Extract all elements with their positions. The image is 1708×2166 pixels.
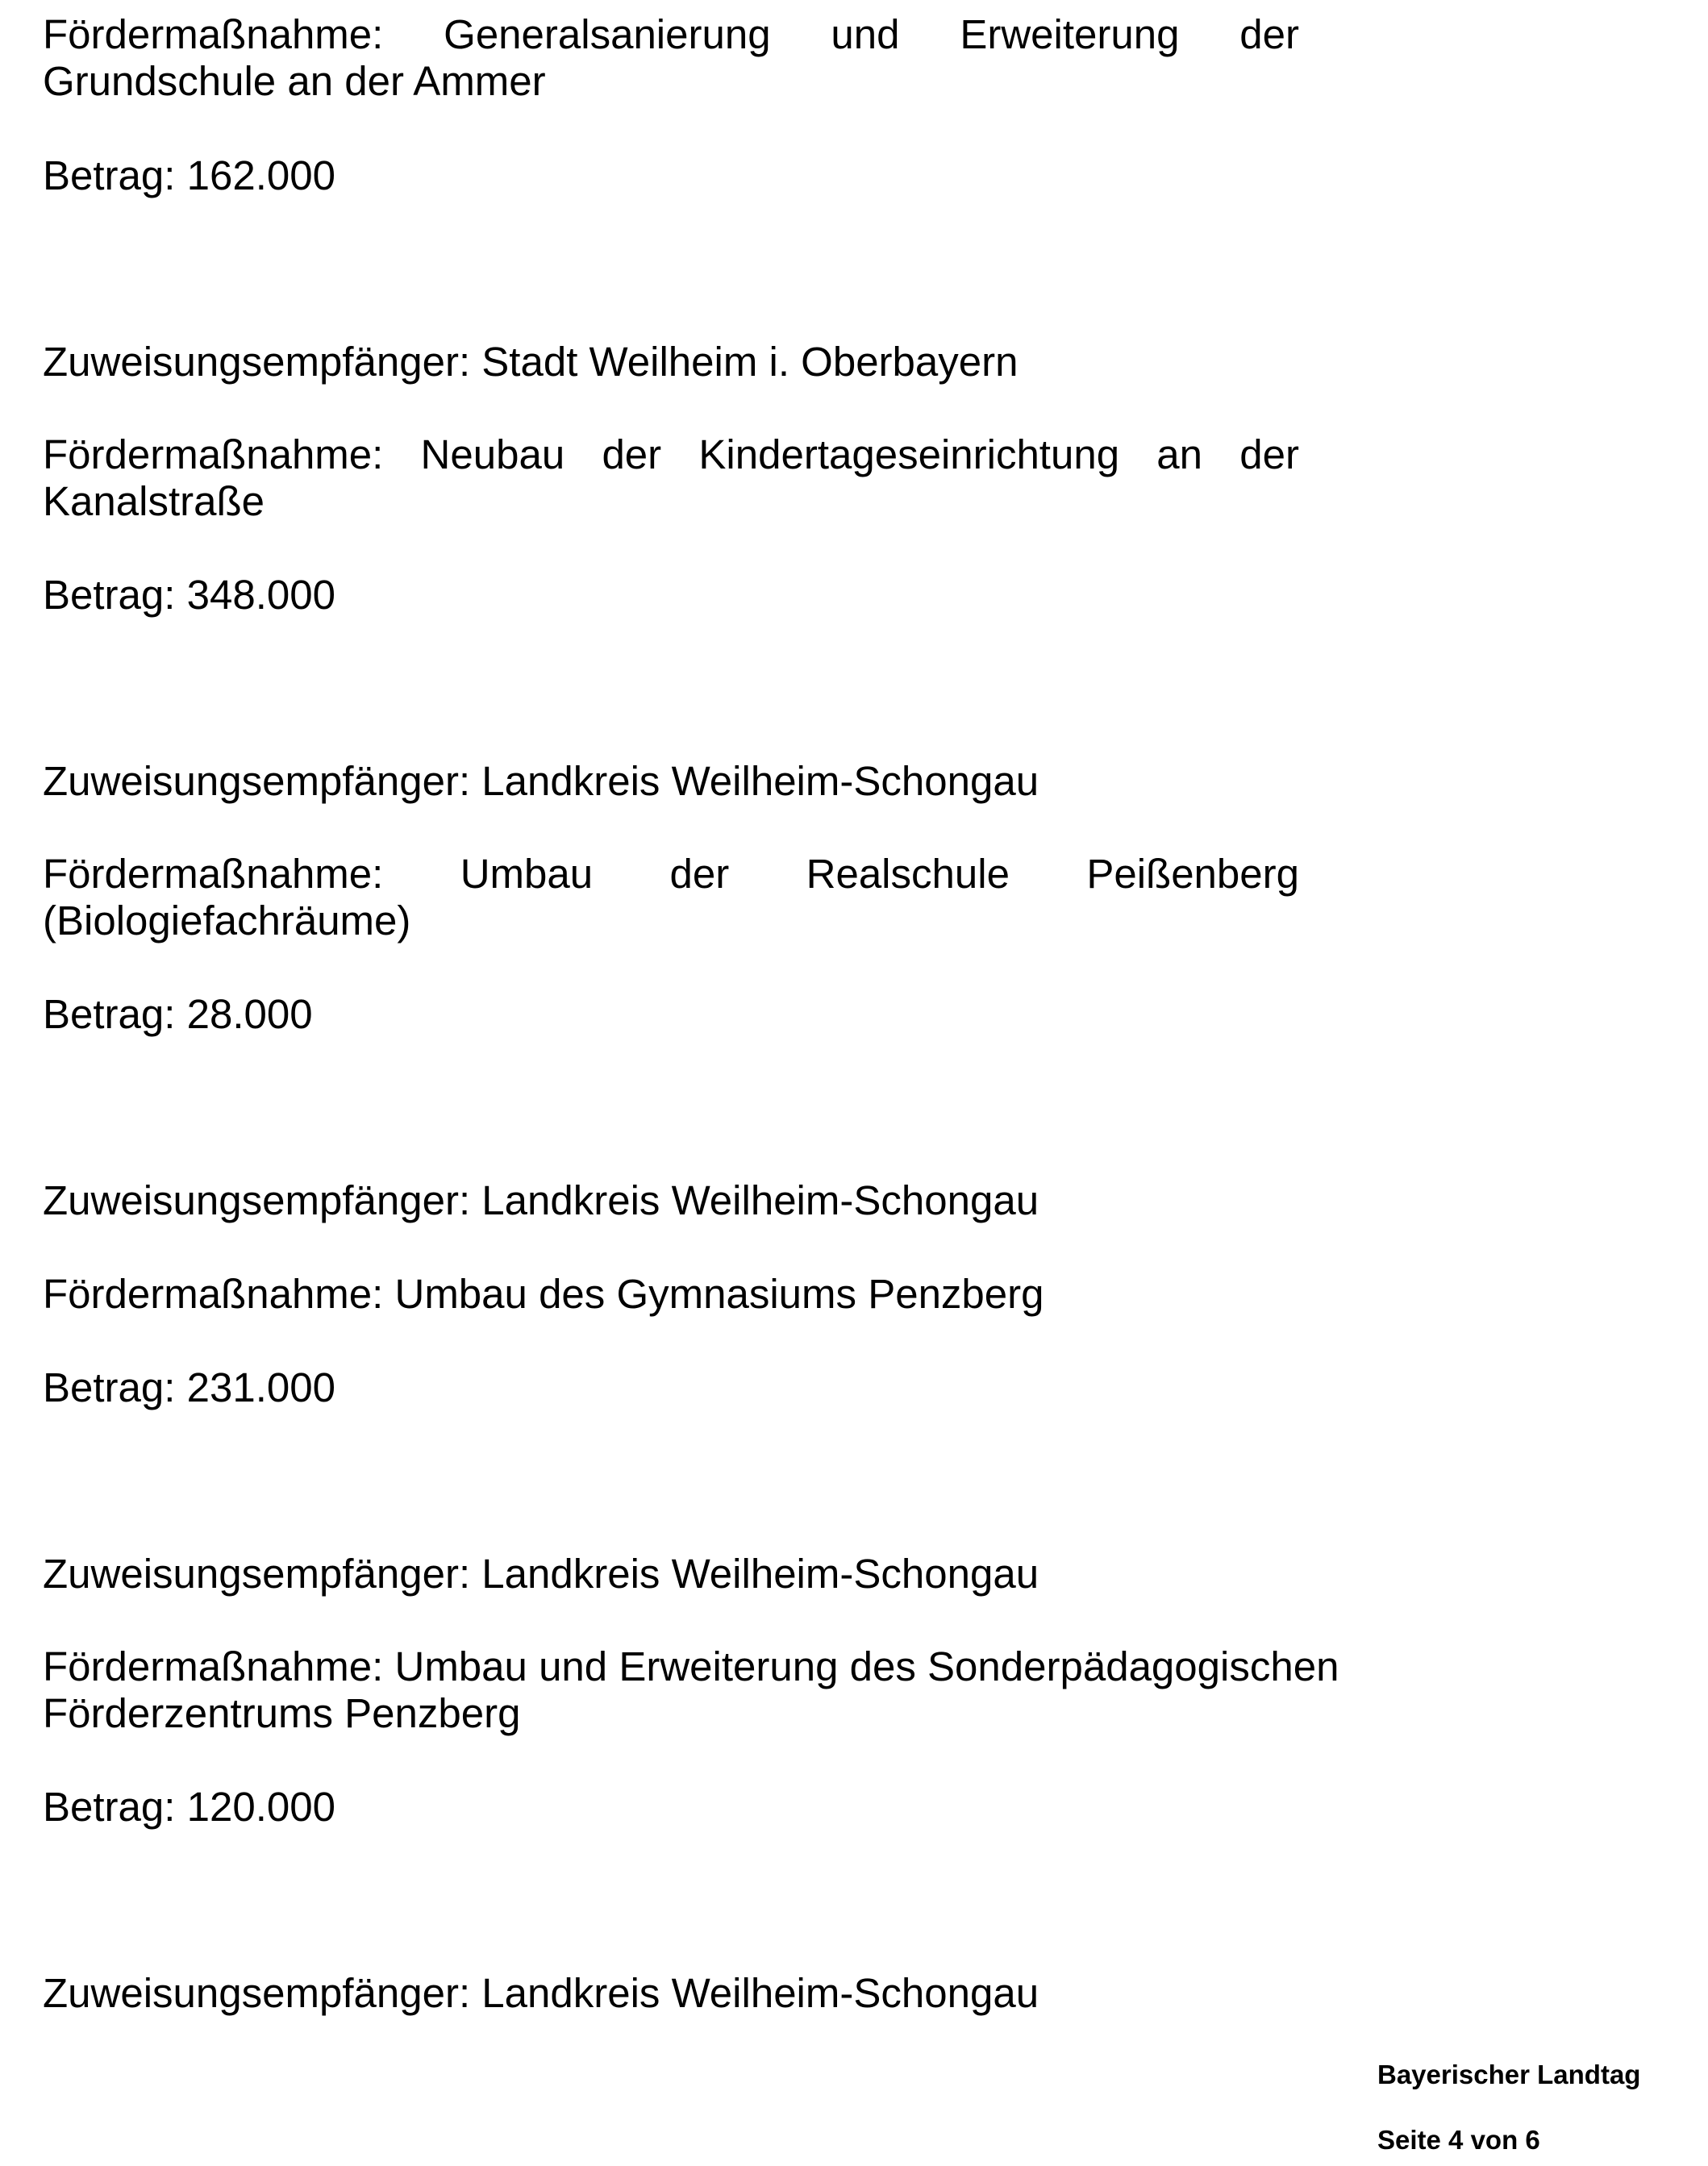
recipient-text: Zuweisungsempfänger: Landkreis Weilheim-Schongau <box>43 1177 1039 1223</box>
measure-line-1: Fördermaßnahme: Umbau und Erweiterung des Sonderpädagogischen <box>43 1643 1339 1689</box>
measure-line-2: Kanalstraße <box>43 478 265 524</box>
measure-line-1: Fördermaßnahme: Neubau der Kindertageseinrichtung an der <box>43 431 1299 477</box>
recipient-text: Zuweisungsempfänger: Landkreis Weilheim-Schongau <box>43 758 1039 804</box>
measure-line-2: Grundschule an der Ammer <box>43 58 546 104</box>
recipient-text: Zuweisungsempfänger: Stadt Weilheim i. Oberbayern <box>43 339 1019 385</box>
amount-text: Betrag: 162.000 <box>43 152 335 198</box>
amount-text: Betrag: 28.000 <box>43 991 313 1037</box>
measure-line-1: Fördermaßnahme: Umbau des Gymnasiums Penzberg <box>43 1271 1044 1317</box>
measure-line-1: Fördermaßnahme: Generalsanierung und Erweiterung der <box>43 11 1299 57</box>
amount-text: Betrag: 231.000 <box>43 1364 335 1410</box>
measure-line-2: Förderzentrums Penzberg <box>43 1690 521 1736</box>
amount-text: Betrag: 348.000 <box>43 572 335 618</box>
amount-text: Betrag: 120.000 <box>43 1784 335 1830</box>
measure-line-2: (Biologiefachräume) <box>43 898 411 943</box>
recipient-text: Zuweisungsempfänger: Landkreis Weilheim-Schongau <box>43 1970 1039 2016</box>
footer-institution: Bayerischer Landtag <box>1377 2060 1641 2089</box>
recipient-text: Zuweisungsempfänger: Landkreis Weilheim-Schongau <box>43 1551 1039 1597</box>
footer-page-number: Seite 4 von 6 <box>1377 2125 1540 2155</box>
measure-line-1: Fördermaßnahme: Umbau der Realschule Peißenberg <box>43 851 1299 897</box>
